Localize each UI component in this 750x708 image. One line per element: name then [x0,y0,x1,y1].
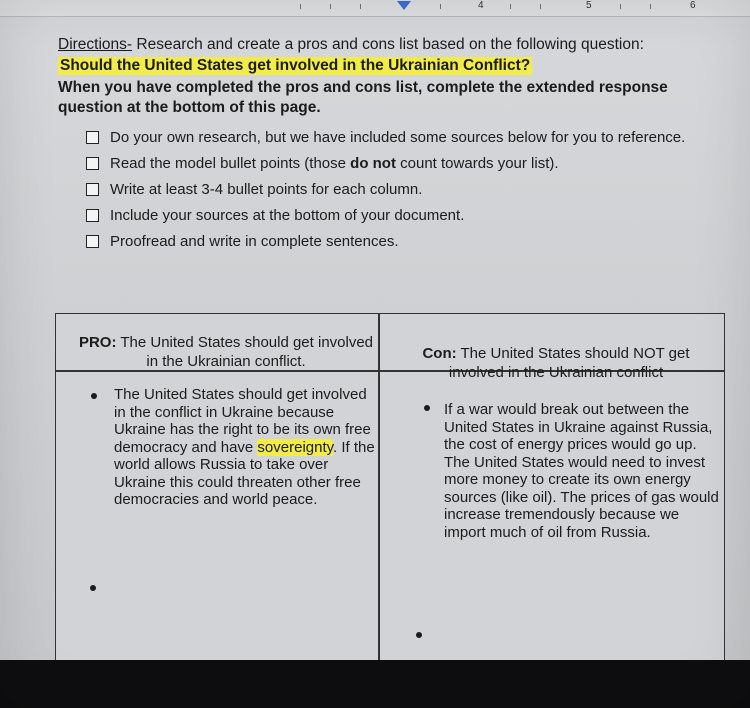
indent-marker-icon[interactable] [397,1,411,10]
ruler-number: 5 [586,0,592,11]
bullet-icon [91,393,97,399]
checklist-item-text-tail: count towards your list). [395,155,559,172]
ruler-number: 4 [478,0,484,11]
checklist-item-text: Proofread and write in complete sentences. [110,233,399,250]
checklist-bold-word: do not [350,155,396,172]
checkbox-icon[interactable] [86,157,99,170]
con-heading-text: The United States should NOT get involved in the Ukrainian conflict [448,345,690,381]
checkbox-icon[interactable] [86,131,99,144]
con-heading[interactable] [396,344,716,382]
completion-instructions: When you have completed the pros and cons list, complete the extended response question at the bottom of this page. [58,79,668,116]
pro-label: PRO: [78,334,117,351]
bullet-icon [90,585,96,591]
pro-text-part: The United States should get involved in the conflict in Ukraine because Ukraine has the right to be its own free democracy and have [114,386,371,456]
checklist-item-text: Include your sources at the bottom of your document. [110,207,465,224]
ruler-number: 6 [690,0,696,11]
main-question: Should the United States get involved in the Ukrainian Conflict? [60,57,531,74]
checkbox-icon[interactable] [86,235,99,248]
checklist-item [86,180,726,199]
pros-cons-table[interactable] [55,313,725,708]
ruler-tick [650,4,651,9]
ruler-tick [360,4,361,9]
bullet-icon [416,632,422,638]
checklist-item [86,232,726,251]
ruler-tick [300,4,301,9]
ruler-tick [510,4,511,9]
ruler-tick [540,4,541,9]
directions-text: Research and create a pros and cons list based on the following question: [132,36,644,53]
checklist [86,128,726,258]
checklist-item-text: Do your own research, but we have included some sources below for you to reference. [110,129,686,146]
pro-text-part: . If the world allows Russia to take over Ukraine this could threaten other free democracies and world peace. [114,438,375,508]
checklist-item-text: Write at least 3-4 bullet points for each column. [110,181,423,198]
table-divider [378,314,380,707]
checklist-item [86,128,726,147]
pro-bullet-text[interactable] [114,386,382,509]
bullet-icon [424,405,430,411]
checklist-item-text: Read the model bullet points (those [110,155,351,172]
checkbox-icon[interactable] [86,209,99,222]
directions-label: Directions- [58,36,133,53]
con-bullet-text[interactable]: If a war would break out between the United States in Ukraine against Russia, the cost of energy prices would go up. The United States would need to invest more money to create its own energy sources (like oil). The prices of gas would increase tremendously because we import much of oil from Russia. [444,401,719,541]
checklist-item [86,154,726,173]
pro-heading[interactable] [76,333,376,371]
ruler-tick [330,4,331,9]
ruler-tick [620,4,621,9]
pro-heading-text: The United States should get involved in the Ukrainian conflict. [116,334,374,370]
document-ruler[interactable] [0,0,750,17]
con-label: Con: [422,345,457,362]
checklist-item [86,206,726,225]
monitor-bezel [0,660,750,708]
highlighted-word: sovereignty [257,438,334,456]
document-page[interactable] [0,16,750,708]
ruler-tick [440,4,441,9]
directions-line [58,36,644,54]
checkbox-icon[interactable] [86,183,99,196]
